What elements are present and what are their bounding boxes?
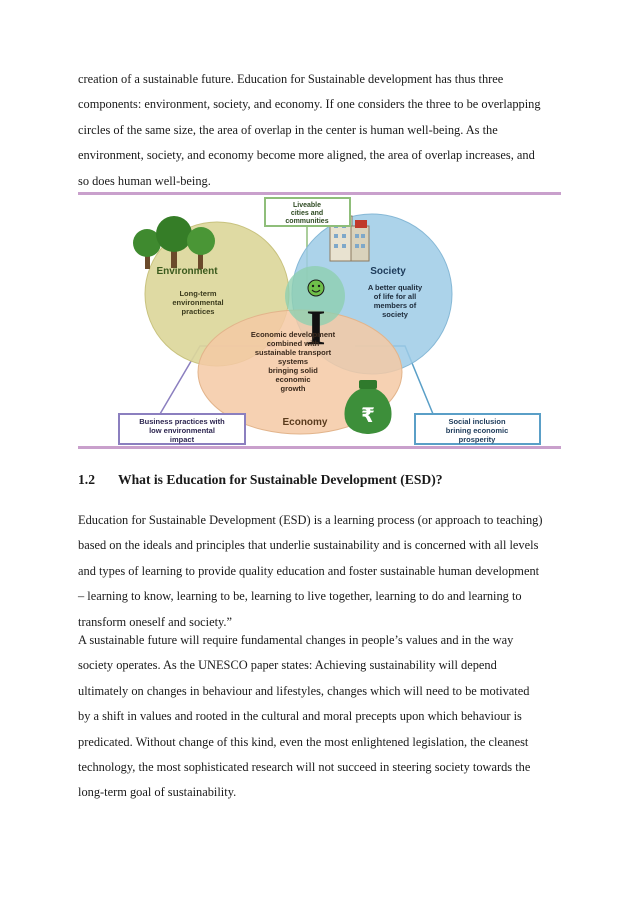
section-title: What is Education for Sustainable Development (ESD)? xyxy=(118,472,443,487)
future-line: predicated. Without change of this kind, even the most enlightened legislation, the cleanest xyxy=(78,734,529,749)
box-right-line: brining economic xyxy=(445,426,509,435)
intro-line: so does human well-being. xyxy=(78,173,211,188)
future-line: A sustainable future will require fundamental changes in people’s values and in the way xyxy=(78,633,514,647)
esd-line: and types of learning to provide quality education and foster sustainable human development xyxy=(78,563,540,578)
environment-text-line: environmental xyxy=(172,298,224,307)
society-text-line: members of xyxy=(373,301,417,310)
intro-line: components: environment, society, and economy. If one considers the three to be overlapping xyxy=(78,97,541,112)
box-social-inclusion xyxy=(415,414,540,444)
society-text-line: society xyxy=(382,310,408,319)
rupee-symbol: ₹ xyxy=(361,403,375,427)
economy-text-line: economic xyxy=(275,375,311,384)
box-top-line: cities and xyxy=(290,210,324,217)
economy-text-line: Economic development xyxy=(250,330,336,339)
society-text-line: A better quality xyxy=(367,283,423,292)
esd-paragraph xyxy=(78,508,561,635)
intro-line: circles of the same size, the area of overlap in the center is human well-being. As the xyxy=(78,122,498,137)
intro-line: creation of a sustainable future. Education for Sustainable development has thus three xyxy=(78,72,504,86)
section-heading xyxy=(78,472,443,488)
box-left-line: low environmental xyxy=(149,426,215,435)
esd-line: – learning to know, learning to be, learning to live together, learning to do and learning to xyxy=(78,589,522,604)
future-line: long-term goal of sustainability. xyxy=(78,785,237,800)
esd-line: transform oneself and society.” xyxy=(78,614,233,629)
venn-svg xyxy=(105,196,545,446)
figure-top-divider xyxy=(78,192,561,195)
box-top-line: Liveable xyxy=(292,202,322,209)
center-letter: I xyxy=(306,299,326,355)
future-line: ultimately on changes in behaviour and lifestyles, changes which will need to be motivated xyxy=(78,683,530,698)
box-liveable-cities xyxy=(265,198,350,226)
economy-text-line: sustainable transport xyxy=(254,348,332,357)
society-title: Society xyxy=(370,266,406,277)
economy-text-line: combined with xyxy=(266,339,320,348)
economy-text-line: systems xyxy=(277,357,309,366)
esd-line: Education for Sustainable Development (ESD) is a learning process (or approach to teaching) xyxy=(78,513,543,527)
environment-text-line: Long-term xyxy=(179,289,217,298)
esd-line: based on the ideals and principles that underlie sustainability and is concerned with all levels xyxy=(78,538,539,553)
future-paragraph xyxy=(78,628,561,806)
box-top-line: communities xyxy=(285,218,329,225)
box-right-line: prosperity xyxy=(458,435,496,444)
environment-text-line: practices xyxy=(181,307,215,316)
economy-text-line: growth xyxy=(280,384,306,393)
section-number: 1.2 xyxy=(78,472,95,487)
intro-paragraph xyxy=(78,67,561,194)
figure-bottom-divider xyxy=(78,446,561,449)
box-business-practices xyxy=(119,414,245,444)
future-line: technology, the most sophisticated research will not succeed in steering society towards the xyxy=(78,760,531,775)
future-line: society operates. As the UNESCO paper states: Achieving sustainability will depend xyxy=(78,658,497,673)
box-left-line: Business practices with xyxy=(139,417,225,426)
intro-line: environment, society, and economy become more aligned, the area of overlap increases, and xyxy=(78,148,535,163)
environment-title: Environment xyxy=(156,266,218,277)
future-line: by a shift in values and rooted in the cultural and moral precepts upon which behaviour is xyxy=(78,709,522,724)
sustainability-venn-diagram xyxy=(105,196,545,446)
economy-title: Economy xyxy=(282,417,328,428)
society-text-line: of life for all xyxy=(373,292,417,301)
box-left-line: impact xyxy=(169,435,195,444)
box-right-line: Social inclusion xyxy=(448,417,506,426)
economy-text-line: bringing solid xyxy=(268,366,318,375)
